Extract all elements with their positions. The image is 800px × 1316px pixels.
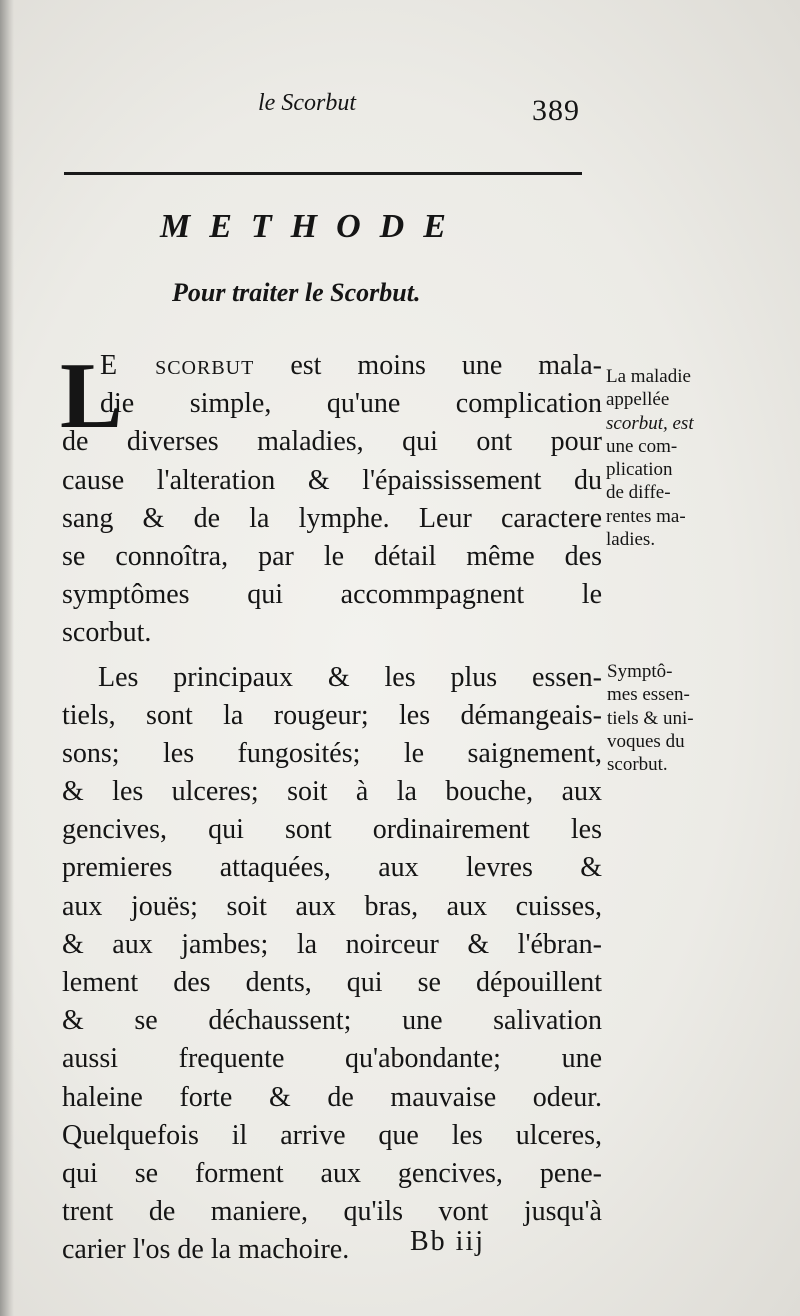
text-line: carier l'os de la machoire.	[62, 1234, 350, 1266]
margin-note-definition	[606, 365, 756, 551]
section-subheading: Pour traiter le Scorbut.	[172, 278, 421, 307]
text-line: sons; les fungosités; le saignement,	[62, 737, 602, 769]
margin-note-symptoms	[607, 660, 757, 776]
margin-note-line: Symptô-	[607, 661, 673, 682]
section-heading: METHODE	[160, 208, 465, 245]
signature-mark: Bb iij	[410, 1226, 486, 1257]
text-line: cause l'alteration & l'épaississement du	[62, 464, 602, 496]
running-title: le Scorbut	[258, 90, 356, 116]
text-line: gencives, qui sont ordinairement les	[62, 814, 602, 846]
text-line: & se déchaussent; une salivation	[62, 1005, 602, 1037]
text-line: tiels, sont la rougeur; les démangeais-	[62, 699, 602, 731]
margin-note-line: plication	[606, 459, 673, 481]
text-line: symptômes qui accommpagnent le	[62, 579, 602, 611]
text-line: aussi frequente qu'abondante; une	[62, 1043, 602, 1075]
margin-note-line: scorbut, est	[606, 412, 694, 434]
page-edge-shadow	[0, 0, 14, 1316]
text-line: se connoîtra, par le détail même des	[62, 540, 602, 572]
text-line: premieres attaquées, aux levres &	[62, 852, 602, 884]
text-line: trent de maniere, qu'ils vont jusqu'à	[62, 1196, 602, 1228]
body-text	[60, 344, 602, 1270]
text-line: qui se forment aux gencives, pene-	[62, 1157, 602, 1189]
text-line: die simple, qu'une complication	[100, 388, 602, 420]
header-rule	[64, 172, 582, 175]
text-line	[62, 347, 602, 385]
margin-note-line: La maladie	[606, 366, 691, 387]
margin-note-line: rentes ma-	[606, 505, 686, 527]
text-line: lement des dents, qui se dépouillent	[62, 967, 602, 998]
margin-note-line: voques du	[607, 730, 685, 752]
text-line: Quelquefois il arrive que les ulceres,	[62, 1119, 602, 1151]
margin-note-line: une com-	[606, 435, 678, 457]
text-line: & aux jambes; la noirceur & l'ébran-	[62, 928, 602, 960]
margin-note-line: appellée	[606, 389, 670, 411]
margin-note-line: de diffe-	[606, 482, 671, 504]
text-line-content: est moins une mala-	[290, 350, 602, 381]
text-line: Les principaux & les plus essen-	[98, 661, 602, 693]
margin-note-line: mes essen-	[607, 684, 690, 706]
small-caps-opening: E scorbut	[100, 350, 255, 381]
margin-note-line: ladies.	[606, 529, 656, 551]
text-line: scorbut.	[62, 617, 152, 649]
text-line: aux jouës; soit aux bras, aux cuisses,	[62, 890, 602, 922]
margin-note-line: scorbut.	[607, 754, 668, 776]
page-number: 389	[532, 94, 580, 127]
margin-note-line: tiels & uni-	[607, 707, 694, 729]
drop-cap: L	[60, 344, 123, 448]
text-line: & les ulceres; soit à la bouche, aux	[62, 776, 602, 808]
text-line: sang & de la lymphe. Leur caractere	[62, 502, 602, 534]
text-line: haleine forte & de mauvaise odeur.	[62, 1081, 602, 1113]
text-line: de diverses maladies, qui ont pour	[62, 426, 602, 458]
